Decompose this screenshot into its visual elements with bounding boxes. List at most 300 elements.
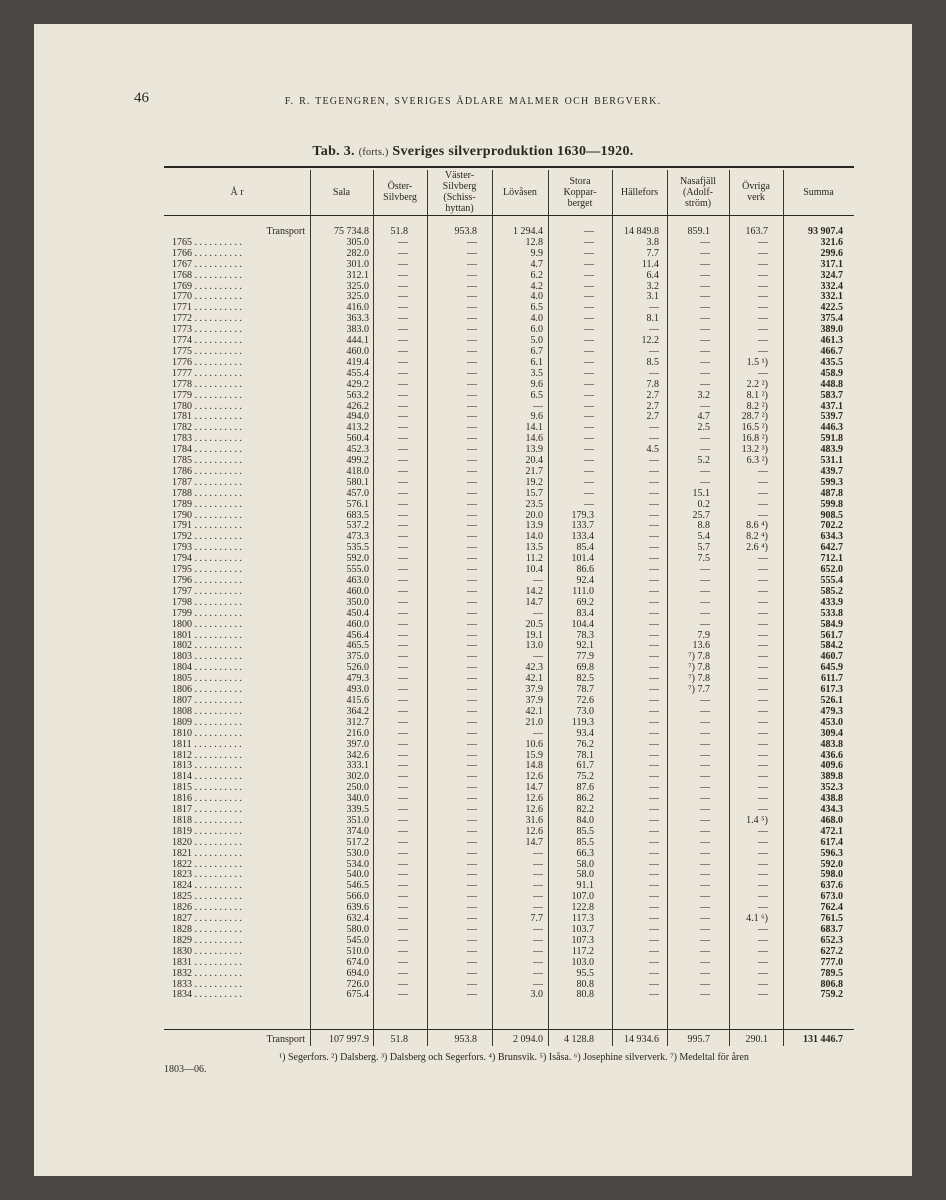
value-cell: 20.0 — [525, 509, 543, 521]
value-cell: 617.4 — [820, 836, 843, 848]
value-cell: — — [649, 662, 659, 674]
value-cell: 14.7 — [525, 836, 543, 848]
year-cell: 1831 . . . . . . . . . . — [172, 956, 242, 968]
value-cell: 163.7 — [745, 226, 768, 237]
year-cell: 1812 . . . . . . . . . . — [172, 749, 242, 761]
value-cell: — — [700, 978, 710, 990]
value-cell: — — [467, 324, 477, 336]
value-cell: — — [467, 476, 477, 488]
value-cell: 78.7 — [576, 684, 594, 696]
value-cell: — — [700, 847, 710, 859]
value-cell: 78.3 — [576, 629, 594, 641]
value-cell: — — [649, 476, 659, 488]
value-cell: 2.7 — [646, 389, 659, 401]
value-cell: 179.3 — [571, 509, 594, 521]
value-cell: — — [700, 934, 710, 946]
value-cell: 435.5 — [820, 356, 843, 368]
value-cell: 14.7 — [525, 782, 543, 794]
value-cell: 584.2 — [820, 640, 843, 652]
value-cell: 86.6 — [576, 564, 594, 576]
value-cell: — — [758, 280, 768, 292]
value-cell: — — [467, 302, 477, 314]
column-header: Summa — [803, 186, 834, 198]
value-cell: — — [467, 793, 477, 805]
value-cell: — — [700, 575, 710, 586]
year-cell: 1827 . . . . . . . . . . — [172, 913, 242, 925]
value-cell: 19.2 — [525, 476, 543, 488]
value-cell: 468.0 — [820, 814, 843, 826]
value-cell: — — [758, 651, 768, 663]
value-cell: — — [649, 978, 659, 990]
value-cell: — — [758, 324, 768, 336]
value-cell: — — [398, 640, 408, 652]
value-cell: 14.2 — [525, 585, 543, 597]
value-cell: 12.6 — [525, 825, 543, 837]
value-cell: 2 094.0 — [513, 1034, 543, 1045]
value-cell: 409.6 — [820, 760, 843, 772]
value-cell: 14.7 — [525, 596, 543, 608]
value-cell: — — [649, 989, 659, 1001]
value-cell: — — [649, 618, 659, 630]
value-cell: — — [649, 324, 659, 336]
value-cell: 339.5 — [346, 804, 369, 816]
value-cell: 726.0 — [346, 978, 369, 990]
value-cell: 694.0 — [346, 967, 369, 979]
value-cell: — — [533, 858, 543, 870]
value-cell: — — [649, 487, 659, 499]
value-cell: 9.6 — [530, 378, 543, 390]
value-cell: — — [398, 280, 408, 292]
value-cell: 42.1 — [525, 705, 543, 717]
value-cell: 4.2 — [530, 280, 543, 292]
value-cell: — — [649, 858, 659, 870]
value-cell: — — [758, 945, 768, 957]
value-cell: 302.0 — [346, 771, 369, 783]
value-cell: — — [758, 335, 768, 347]
value-cell: — — [758, 793, 768, 805]
value-cell: 3.2 — [646, 280, 659, 292]
value-cell: — — [467, 814, 477, 826]
year-cell: 1785 . . . . . . . . . . — [172, 455, 242, 467]
value-cell: 438.8 — [820, 793, 843, 805]
value-cell: — — [398, 814, 408, 826]
value-cell: — — [700, 356, 710, 368]
value-cell: 20.4 — [525, 455, 543, 467]
year-cell: 1803 . . . . . . . . . . — [172, 651, 242, 663]
value-cell: 51.8 — [390, 226, 408, 237]
value-cell: 85.5 — [576, 836, 594, 848]
value-cell: 1.5 ¹) — [746, 356, 768, 368]
value-cell: — — [398, 476, 408, 488]
value-cell: — — [398, 269, 408, 281]
value-cell: — — [467, 967, 477, 979]
value-cell: 465.5 — [346, 640, 369, 652]
footnotes: ¹) Segerfors. ²) Dalsberg. ³) Dalsberg och Segerfors. ⁴) Brunsvik. ⁵) Isåsa. ⁶) Josephine silververk. ⁷) Medeltal för åren — [279, 1052, 749, 1063]
value-cell: 25.7 — [692, 509, 710, 521]
value-cell: 460.7 — [820, 651, 843, 663]
value-cell: 77.9 — [576, 651, 594, 663]
value-cell: 28.7 ²) — [741, 411, 768, 423]
column-header: Å r — [230, 186, 244, 198]
value-cell: — — [700, 738, 710, 750]
year-cell: 1824 . . . . . . . . . . — [172, 880, 242, 892]
value-cell: — — [398, 531, 408, 543]
year-cell: 1788 . . . . . . . . . . — [172, 487, 242, 499]
value-cell: 107.0 — [571, 891, 594, 903]
value-cell: 364.2 — [346, 705, 369, 717]
value-cell: — — [398, 684, 408, 696]
value-cell: — — [700, 247, 710, 259]
value-cell: — — [649, 465, 659, 477]
value-cell: — — [758, 596, 768, 608]
value-cell: — — [398, 313, 408, 325]
column-header: Stora Koppar- berget — [563, 175, 597, 209]
value-cell: — — [758, 629, 768, 641]
value-cell: — — [758, 760, 768, 772]
value-cell: 683.7 — [820, 924, 843, 935]
year-cell: 1806 . . . . . . . . . . — [172, 684, 242, 696]
value-cell: 675.4 — [346, 989, 369, 1001]
value-cell: 69.2 — [576, 596, 594, 608]
value-cell: 14.6 — [525, 433, 543, 445]
value-cell: 479.3 — [346, 673, 369, 685]
value-cell: 5.0 — [530, 335, 543, 347]
value-cell: 2.5 — [697, 422, 710, 434]
value-cell: — — [758, 640, 768, 652]
value-cell: 561.7 — [820, 629, 843, 641]
year-cell: 1787 . . . . . . . . . . — [172, 476, 242, 488]
value-cell: 7.9 — [697, 629, 710, 641]
value-cell: 397.0 — [346, 738, 369, 750]
value-cell: — — [398, 335, 408, 347]
value-cell: — — [700, 313, 710, 325]
value-cell: 11.4 — [641, 258, 659, 270]
value-cell: — — [398, 236, 408, 248]
running-head: F. R. TEGENGREN, SVERIGES ÄDLARE MALMER OCH BERGVERK. — [284, 96, 662, 107]
value-cell: 436.6 — [820, 749, 843, 761]
value-cell: — — [398, 400, 408, 412]
value-cell: — — [758, 302, 768, 314]
value-cell: — — [649, 934, 659, 946]
value-cell: — — [758, 607, 768, 619]
value-cell: — — [758, 749, 768, 761]
value-cell: 23.5 — [525, 498, 543, 510]
year-cell: 1779 . . . . . . . . . . — [172, 389, 242, 401]
value-cell: — — [649, 804, 659, 816]
value-cell: — — [398, 564, 408, 576]
value-cell: 83.4 — [576, 607, 594, 619]
value-cell: — — [649, 575, 659, 586]
value-cell: 82.5 — [576, 673, 594, 685]
value-cell: — — [584, 291, 594, 303]
value-cell: — — [649, 640, 659, 652]
value-cell: 583.7 — [820, 389, 843, 401]
value-cell: — — [758, 487, 768, 499]
value-cell: 426.2 — [346, 400, 369, 412]
value-cell: 580.1 — [346, 476, 369, 488]
value-cell: 13.2 ³) — [741, 444, 768, 456]
year-cell: 1834 . . . . . . . . . . — [172, 989, 242, 1001]
value-cell: — — [467, 335, 477, 347]
value-cell: — — [398, 891, 408, 903]
column-header: Nasafjäll (Adolf- ström) — [679, 175, 717, 209]
value-cell: — — [398, 433, 408, 445]
value-cell: 702.2 — [820, 520, 843, 532]
value-cell: — — [700, 814, 710, 826]
value-cell: — — [467, 924, 477, 935]
value-cell: — — [467, 585, 477, 597]
value-cell: — — [398, 804, 408, 816]
value-cell: — — [700, 902, 710, 914]
year-cell: 1776 . . . . . . . . . . — [172, 356, 242, 368]
value-cell: — — [758, 247, 768, 259]
value-cell: — — [649, 945, 659, 957]
value-cell: — — [700, 913, 710, 925]
bottom-rule — [164, 1029, 854, 1030]
value-cell: 458.9 — [820, 367, 843, 379]
value-cell: 479.3 — [820, 705, 843, 717]
value-cell: 674.0 — [346, 956, 369, 968]
value-cell: 3.0 — [530, 989, 543, 1001]
value-cell: — — [584, 356, 594, 368]
value-cell: — — [649, 956, 659, 968]
value-cell: — — [398, 869, 408, 881]
value-cell: — — [700, 324, 710, 336]
value-cell: 531.1 — [820, 455, 843, 467]
value-cell: — — [467, 956, 477, 968]
year-cell: 1778 . . . . . . . . . . — [172, 378, 242, 390]
value-cell: 133.7 — [571, 520, 594, 532]
value-cell: 19.1 — [525, 629, 543, 641]
value-cell: 119.3 — [571, 716, 594, 728]
value-cell: 92.1 — [576, 640, 594, 652]
value-cell: 429.2 — [346, 378, 369, 390]
value-cell: 4.7 — [530, 258, 543, 270]
value-cell: — — [649, 520, 659, 532]
value-cell: — — [700, 400, 710, 412]
value-cell: 555.0 — [346, 564, 369, 576]
year-cell: 1810 . . . . . . . . . . — [172, 727, 242, 739]
value-cell: 6.0 — [530, 324, 543, 336]
value-cell: 9.6 — [530, 411, 543, 423]
value-cell: ⁷) 7.8 — [688, 662, 710, 674]
value-cell: — — [467, 596, 477, 608]
value-cell: — — [398, 553, 408, 565]
value-cell: 8.2 ²) — [746, 400, 768, 412]
value-cell: — — [398, 465, 408, 477]
value-cell: 585.2 — [820, 585, 843, 597]
value-cell: — — [398, 389, 408, 401]
value-cell: — — [649, 760, 659, 772]
year-cell: 1794 . . . . . . . . . . — [172, 553, 242, 565]
value-cell: — — [467, 640, 477, 652]
value-cell: — — [467, 902, 477, 914]
value-cell: — — [649, 924, 659, 935]
value-cell: 439.7 — [820, 465, 843, 477]
year-cell: 1796 . . . . . . . . . . — [172, 575, 242, 586]
value-cell: — — [649, 422, 659, 434]
value-cell: — — [700, 607, 710, 619]
value-cell: 42.1 — [525, 673, 543, 685]
year-cell: 1821 . . . . . . . . . . — [172, 847, 242, 859]
value-cell: 14 849.8 — [624, 226, 659, 237]
value-cell: — — [758, 716, 768, 728]
value-cell: — — [700, 596, 710, 608]
value-cell: — — [584, 335, 594, 347]
value-cell: 645.9 — [820, 662, 843, 674]
value-cell: — — [584, 226, 594, 237]
value-cell: 859.1 — [687, 226, 710, 237]
value-cell: 627.2 — [820, 945, 843, 957]
value-cell: 418.0 — [346, 465, 369, 477]
value-cell: 6.4 — [646, 269, 659, 281]
value-cell: — — [398, 542, 408, 554]
value-cell: — — [398, 411, 408, 423]
value-cell: 673.0 — [820, 891, 843, 903]
value-cell: — — [758, 771, 768, 783]
value-cell: — — [649, 684, 659, 696]
transport-total-row — [0, 1033, 946, 1047]
value-cell: — — [700, 771, 710, 783]
year-cell: 1792 . . . . . . . . . . — [172, 531, 242, 543]
value-cell: 5.7 — [697, 542, 710, 554]
value-cell: — — [700, 782, 710, 794]
value-cell: 450.4 — [346, 607, 369, 619]
value-cell: 483.8 — [820, 738, 843, 750]
value-cell: 530.0 — [346, 847, 369, 859]
year-cell: 1772 . . . . . . . . . . — [172, 313, 242, 325]
value-cell: 37.9 — [525, 694, 543, 706]
value-cell: 80.8 — [576, 989, 594, 1001]
value-cell: — — [758, 509, 768, 521]
year-cell: 1808 . . . . . . . . . . — [172, 705, 242, 717]
value-cell: 806.8 — [820, 978, 843, 990]
value-cell: — — [467, 258, 477, 270]
value-cell: 413.2 — [346, 422, 369, 434]
value-cell: 510.0 — [346, 945, 369, 957]
value-cell: — — [398, 825, 408, 837]
value-cell: — — [700, 618, 710, 630]
value-cell: 584.9 — [820, 618, 843, 630]
page-number: 46 — [134, 90, 149, 106]
value-cell: — — [467, 651, 477, 663]
value-cell: — — [467, 847, 477, 859]
value-cell: 712.1 — [820, 553, 843, 565]
value-cell: 87.6 — [576, 782, 594, 794]
value-cell: 107 997.9 — [329, 1034, 369, 1045]
value-cell: — — [467, 629, 477, 641]
value-cell: — — [584, 487, 594, 499]
value-cell: 599.3 — [820, 476, 843, 488]
value-cell: — — [758, 705, 768, 717]
value-cell: 352.3 — [820, 782, 843, 794]
value-cell: — — [398, 934, 408, 946]
value-cell: — — [398, 836, 408, 848]
value-cell: — — [398, 749, 408, 761]
value-cell: — — [758, 738, 768, 750]
year-cell: 1786 . . . . . . . . . . — [172, 465, 242, 477]
value-cell: 340.0 — [346, 793, 369, 805]
value-cell: — — [700, 564, 710, 576]
value-cell: — — [398, 913, 408, 925]
value-cell: — — [533, 934, 543, 946]
value-cell: 104.4 — [571, 618, 594, 630]
value-cell: — — [758, 902, 768, 914]
value-cell: 460.0 — [346, 585, 369, 597]
value-cell: — — [758, 585, 768, 597]
value-cell: — — [467, 411, 477, 423]
value-cell: — — [398, 956, 408, 968]
value-cell: 2.6 ⁴) — [746, 542, 768, 554]
value-cell: 12.6 — [525, 771, 543, 783]
table-row — [0, 391, 946, 402]
value-cell: — — [467, 607, 477, 619]
value-cell: — — [398, 782, 408, 794]
value-cell: — — [398, 793, 408, 805]
year-cell: 1809 . . . . . . . . . . — [172, 716, 242, 728]
value-cell: 58.0 — [576, 869, 594, 881]
value-cell: — — [649, 847, 659, 859]
value-cell: — — [533, 956, 543, 968]
value-cell: — — [758, 662, 768, 674]
value-cell: 596.3 — [820, 847, 843, 859]
value-cell: — — [649, 673, 659, 685]
value-cell: — — [700, 749, 710, 761]
value-cell: 351.0 — [346, 814, 369, 826]
year-cell: 1771 . . . . . . . . . . — [172, 302, 242, 314]
value-cell: 434.3 — [820, 804, 843, 816]
value-cell: — — [467, 378, 477, 390]
value-cell: — — [467, 465, 477, 477]
value-cell: — — [467, 945, 477, 957]
value-cell: — — [467, 542, 477, 554]
value-cell: 76.2 — [576, 738, 594, 750]
value-cell: 599.8 — [820, 498, 843, 510]
value-cell: — — [467, 684, 477, 696]
value-cell: 16.5 ²) — [741, 422, 768, 434]
value-cell: 317.1 — [820, 258, 843, 270]
value-cell: 652.3 — [820, 934, 843, 946]
value-cell: — — [398, 324, 408, 336]
value-cell: — — [649, 585, 659, 597]
value-cell: — — [649, 433, 659, 445]
value-cell: — — [758, 967, 768, 979]
value-cell: — — [467, 356, 477, 368]
value-cell: — — [398, 924, 408, 935]
year-cell: 1826 . . . . . . . . . . — [172, 902, 242, 914]
value-cell: 592.0 — [820, 858, 843, 870]
value-cell: 389.8 — [820, 771, 843, 783]
value-cell: 539.7 — [820, 411, 843, 423]
table-row — [0, 260, 946, 271]
value-cell: — — [467, 498, 477, 510]
value-cell: 6.7 — [530, 345, 543, 357]
value-cell: 91.1 — [576, 880, 594, 892]
value-cell: — — [758, 836, 768, 848]
value-cell: — — [700, 945, 710, 957]
value-cell: 452.3 — [346, 444, 369, 456]
value-cell: 3.2 — [697, 389, 710, 401]
value-cell: 8.6 ⁴) — [746, 520, 768, 532]
value-cell: — — [467, 520, 477, 532]
column-header: Övriga verk — [742, 181, 770, 203]
value-cell: 117.3 — [571, 913, 594, 925]
value-cell: 592.0 — [346, 553, 369, 565]
value-cell: — — [533, 880, 543, 892]
value-cell: — — [649, 629, 659, 641]
caption-title: Sveriges silverproduktion 1630—1920. — [392, 144, 634, 159]
table-row — [0, 500, 946, 511]
